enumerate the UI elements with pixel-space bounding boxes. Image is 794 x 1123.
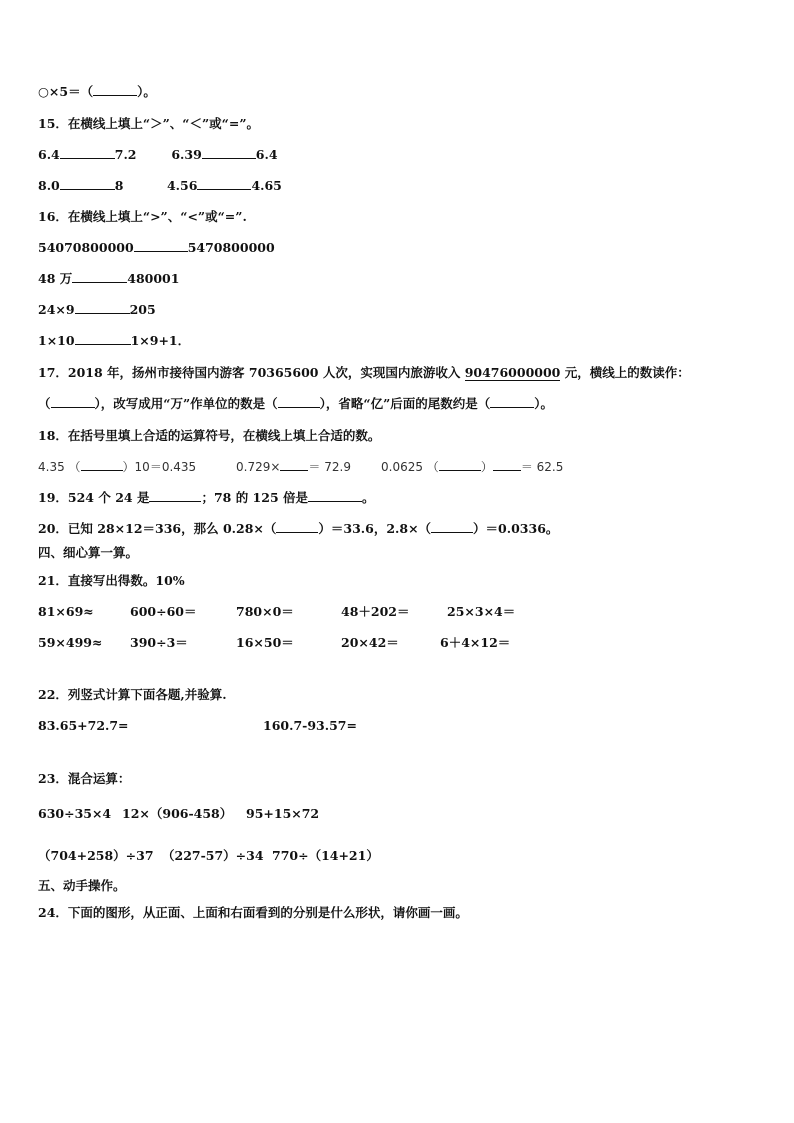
q21-item: 81×69≈ (38, 604, 94, 619)
q21-item: 390÷3＝ (130, 635, 188, 650)
q16-row: 1×10 1×9+1． (38, 333, 191, 348)
q21-item: 20×42＝ (341, 635, 399, 650)
blank[interactable] (51, 396, 95, 408)
q24: 24．下面的图形，从正面、上面和右面看到的分别是什么形状，请你画一画。 (38, 905, 468, 920)
q17-line-2: （ ），改写成用“万”作单位的数是（ ），省略“亿”后面的尾数约是（ ）。 (38, 396, 554, 411)
blank[interactable] (202, 147, 256, 159)
blank[interactable] (75, 333, 131, 345)
q23-expr: 12×（906-458） (122, 806, 233, 821)
q22-expr: 160.7-93.57= (263, 718, 357, 733)
q21-title: 21．直接写出得数。10% (38, 573, 185, 588)
q15-row-1: 6.4 7.2 6.39 6.4 (38, 147, 278, 162)
blank[interactable] (60, 147, 115, 159)
blank[interactable] (134, 240, 188, 252)
q21-item: 6＋4×12＝ (440, 635, 511, 650)
q21-item: 780×0＝ (236, 604, 294, 619)
q22-title: 22．列竖式计算下面各题,并验算. (38, 687, 227, 702)
blank[interactable] (81, 459, 123, 471)
q21-item: 25×3×4＝ (447, 604, 516, 619)
blank[interactable] (75, 302, 130, 314)
q16-row: 48 万 480001 (38, 271, 180, 286)
q16-row: 54070800000 5470800000 (38, 240, 275, 255)
blank[interactable] (490, 396, 534, 408)
q16-title: 16．在横线上填上“>”、“<”或“=”. (38, 209, 247, 224)
q18-expr-3: 0.0625 （ ） ＝ 62.5 (381, 460, 564, 474)
q23-expr: 95+15×72 (246, 806, 320, 821)
q18-expr-2: 0.729× ＝ 72.9 (236, 460, 351, 474)
blank[interactable] (439, 459, 481, 471)
blank[interactable] (280, 459, 308, 471)
blank[interactable] (431, 521, 473, 533)
section-4-heading: 四、细心算一算。 (38, 545, 139, 560)
q14-tail: ○×5＝（ ）。 (38, 84, 156, 99)
blank[interactable] (278, 396, 320, 408)
q15-row-2: 8.0 8 4.56 4.65 (38, 178, 282, 193)
q23-title: 23．混合运算： (38, 771, 131, 786)
blank[interactable] (93, 84, 137, 96)
q17-line-1: 17．2018 年，扬州市接待国内游客 70365600 人次，实现国内旅游收入 90476000000 元，横线上的数读作： (38, 365, 690, 380)
q18-expr-1: 4.35 （ ）10＝0.435 (38, 460, 197, 474)
blank[interactable] (72, 271, 127, 283)
q19: 19．524 个 24 是 ；78 的 125 倍是 。 (38, 490, 375, 505)
q23-expr: 770÷（14+21） (272, 848, 379, 863)
q18-title: 18．在括号里填上合适的运算符号，在横线上填上合适的数。 (38, 428, 381, 443)
blank[interactable] (197, 178, 251, 190)
blank[interactable] (60, 178, 115, 190)
blank[interactable] (276, 521, 318, 533)
q21-item: 59×499≈ (38, 635, 103, 650)
q21-item: 16×50＝ (236, 635, 294, 650)
section-5-heading: 五、动手操作。 (38, 878, 126, 893)
q21-item: 600÷60＝ (130, 604, 197, 619)
q23-expr: （227-57）÷34 (162, 848, 264, 863)
blank[interactable] (308, 490, 362, 502)
q22-expr: 83.65+72.7= (38, 718, 129, 733)
q15-title: 15．在横线上填上“＞”、“＜”或“=”。 (38, 116, 260, 131)
q16-row: 24×9 205 (38, 302, 156, 317)
blank[interactable] (149, 490, 201, 502)
blank[interactable] (493, 459, 521, 471)
q23-expr: 630÷35×4 (38, 806, 112, 821)
q20: 20．已知 28×12＝336，那么 0.28×（ ）＝33.6，2.8×（ ）＝0.0336。 (38, 521, 559, 536)
q21-item: 48＋202＝ (341, 604, 410, 619)
q23-expr: （704+258）÷37 (38, 848, 154, 863)
